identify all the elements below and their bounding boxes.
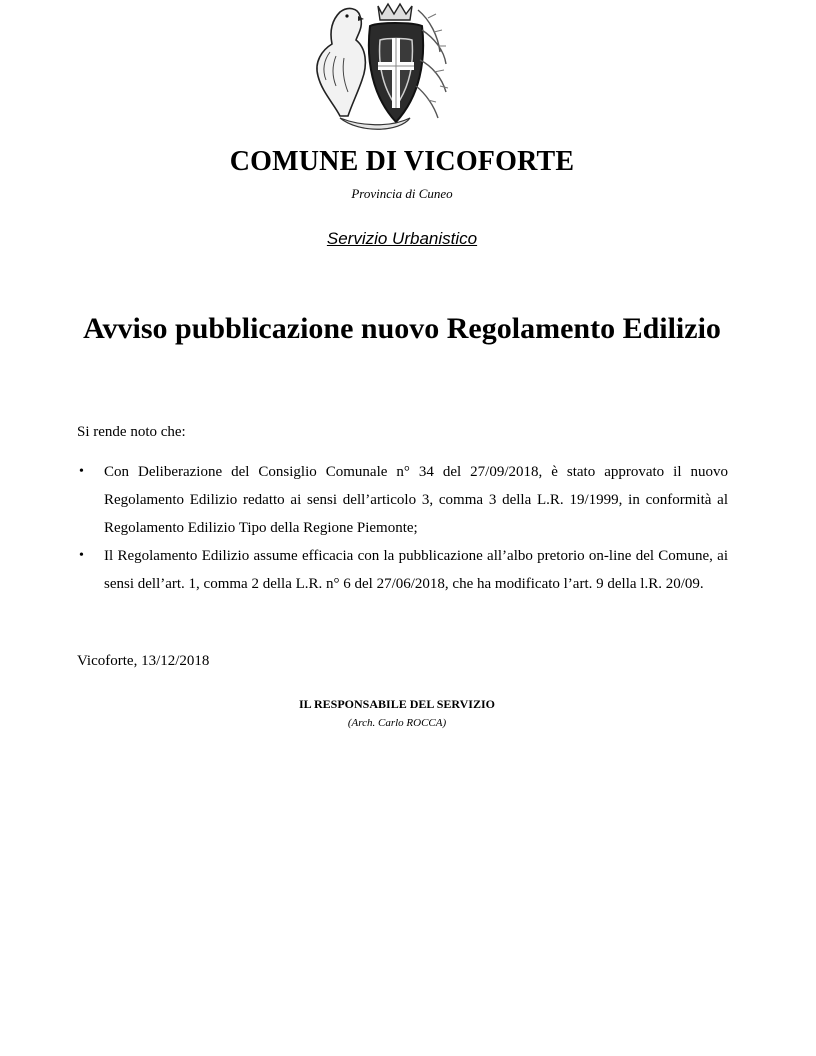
- list-item-text: Con Deliberazione del Consiglio Comunale n° 34 del 27/09/2018, è stato approvato il nuovo Regolamento Edilizio redatto ai sensi dell’articolo 3, comma 3 della L.R. 19/1999, in conformità al Regolamento Edilizio Tipo della Regione Piemonte;: [104, 464, 728, 536]
- province-subtitle: Provincia di Cuneo: [351, 186, 453, 201]
- notice-title: Avviso pubblicazione nuovo Regolamento Edilizio: [83, 312, 721, 345]
- signer-name: (Arch. Carlo ROCCA): [347, 717, 447, 729]
- coat-of-arms-icon: [300, 0, 450, 136]
- list-item: [77, 542, 728, 598]
- intro-text: Si rende noto che:: [77, 424, 186, 440]
- service-name: Servizio Urbanistico: [326, 229, 478, 248]
- list-item-text: Il Regolamento Edilizio assume efficacia con la pubblicazione all’albo pretorio on-line del Comune, ai sensi dell’art. 1, comma 2 della L.R. n° 6 del 27/06/2018, che ha modificato l’art. 9 della l.R. 20/09.: [104, 548, 728, 592]
- bullet-icon: •: [79, 548, 84, 563]
- place-date: Vicoforte, 13/12/2018: [77, 653, 210, 669]
- list-item: [77, 458, 728, 542]
- municipality-title: COMUNE DI VICOFORTE: [229, 146, 575, 177]
- notice-list: [77, 458, 728, 598]
- bullet-icon: •: [79, 464, 84, 479]
- signer-role: IL RESPONSABILE DEL SERVIZIO: [299, 697, 495, 711]
